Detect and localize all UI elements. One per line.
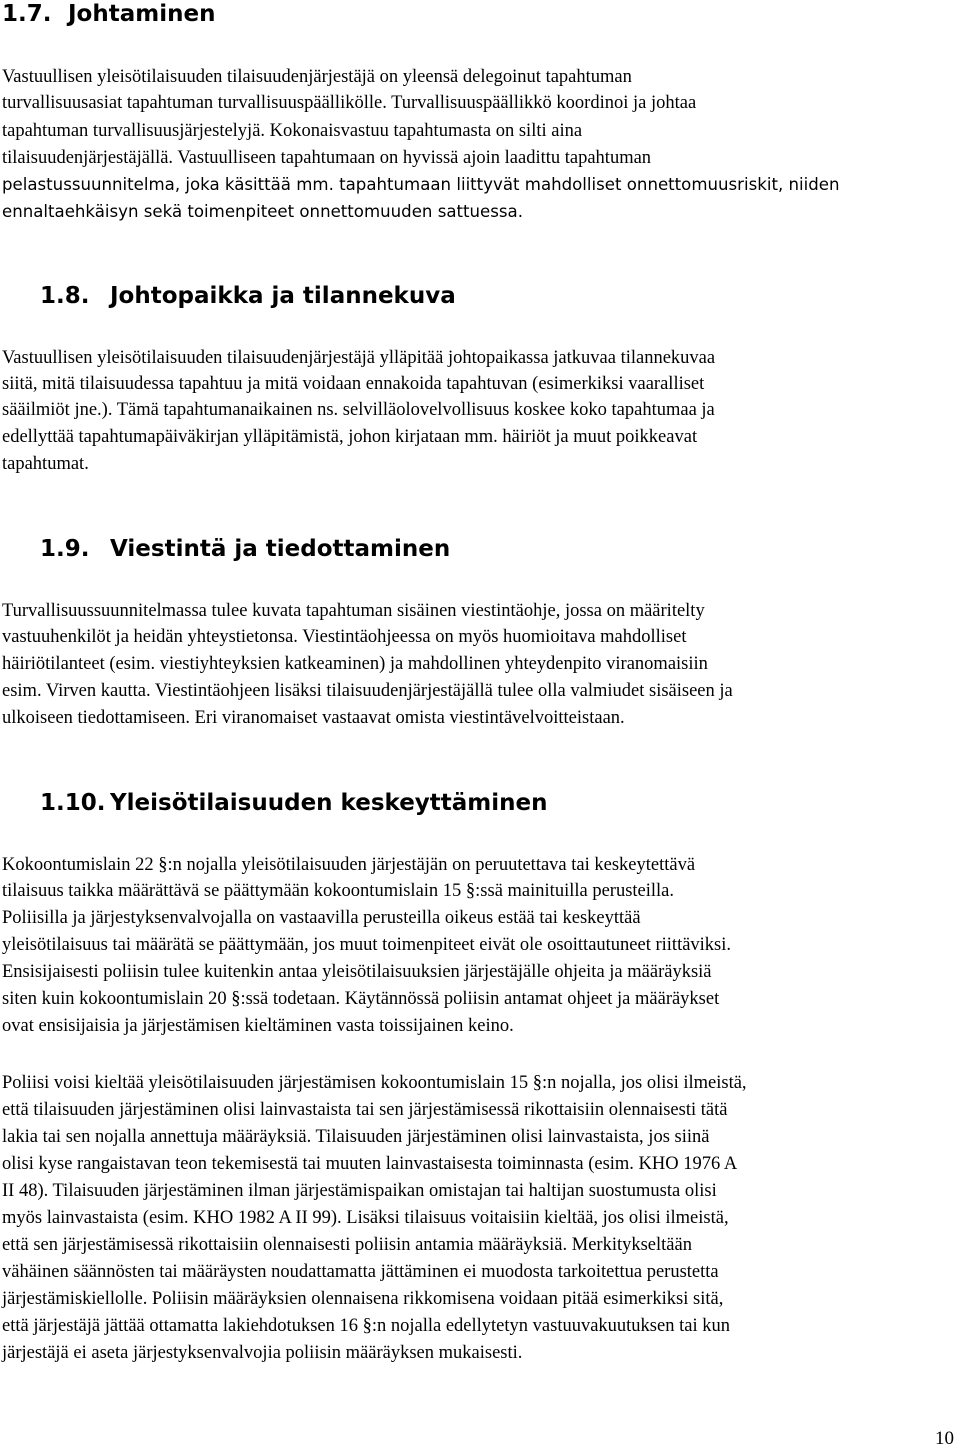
paragraph-line: ulkoiseen tiedottamiseen. Eri viranomaiset vastaavat omista viestintävelvoitteistaan. (2, 708, 625, 728)
paragraph-line: että tilaisuuden järjestäminen olisi lainvastaista tai sen järjestämisessä rikottaisiin olennaisesti tätä (2, 1100, 728, 1120)
section-heading (40, 282, 456, 310)
section-heading (40, 535, 450, 563)
section-heading (40, 789, 548, 817)
paragraph-line: sääilmiöt jne.). Tämä tapahtumanaikainen ns. selvilläolovelvollisuus koskee koko tapahtumaa ja (2, 400, 715, 420)
paragraph-line: ovat ensisijaisia ja järjestämisen kieltäminen vasta toissijainen keino. (2, 1016, 514, 1036)
section-title: Viestintä ja tiedottaminen (110, 536, 451, 562)
section-number: 1.9. (40, 536, 90, 562)
section-heading (2, 0, 215, 28)
paragraph-line: Poliisi voisi kieltää yleisötilaisuuden järjestämisen kokoontumislain 15 §:n nojalla, jos olisi ilmeistä, (2, 1073, 747, 1093)
paragraph-line: II 48). Tilaisuuden järjestäminen ilman järjestämispaikan omistajan tai haltijan suostumusta olisi (2, 1181, 717, 1201)
paragraph-line: vastuuhenkilöt ja heidän yhteystietonsa. Viestintäohjeessa on myös huomioitava mahdolliset (2, 627, 687, 647)
paragraph-line: että järjestäjä jättää ottamatta lakiehdotuksen 16 §:n nojalla edellytetyn vastuuvakuutuksen tai kun (2, 1316, 730, 1336)
paragraph-line: vähäinen säännösten tai määräysten noudattamatta jättäminen ei muodosta tarkoitettua perustetta (2, 1262, 719, 1282)
paragraph-line: myös lainvastaista (esim. KHO 1982 A II 99). Lisäksi tilaisuus voitaisiin kieltää, jos olisi ilmeistä, (2, 1208, 729, 1228)
section-title: Yleisötilaisuuden keskeyttäminen (110, 790, 548, 816)
paragraph-line: esim. Virven kautta. Viestintäohjeen lisäksi tilaisuudenjärjestäjällä tulee olla valmiudet sisäiseen ja (2, 681, 733, 701)
paragraph-line: turvallisuusasiat tapahtuman turvallisuuspäällikölle. Turvallisuuspäällikkö koordinoi ja johtaa (2, 93, 697, 113)
page-number: 10 (935, 1428, 954, 1449)
paragraph-line: järjestäjä ei aseta järjestyksenvalvojia poliisin määräyksen mukaisesti. (2, 1343, 523, 1363)
paragraph-line: että sen järjestämisessä rikottaisiin olennaisesti poliisin antamia määräyksiä. Merkitykseltään (2, 1235, 692, 1255)
paragraph-line: ennaltaehkäisyn sekä toimenpiteet onnettomuuden sattuessa. (2, 202, 523, 221)
paragraph-line: tilaisuus taikka määrättävä se päättymään kokoontumislain 15 §:ssä mainituilla perusteilla. (2, 881, 674, 901)
paragraph-line: Kokoontumislain 22 §:n nojalla yleisötilaisuuden järjestäjän on peruutettava tai keskeytettävä (2, 855, 696, 875)
section-number: 1.8. (40, 283, 90, 309)
paragraph-line: järjestämiskiellolle. Poliisin määräyksien olennaisena rikkomisena voidaan pitää esimerkiksi sitä, (2, 1289, 724, 1309)
section-title: Johtopaikka ja tilannekuva (110, 283, 456, 309)
paragraph-line: Vastuullisen yleisötilaisuuden tilaisuudenjärjestäjä ylläpitää johtopaikassa jatkuvaa tilannekuvaa (2, 348, 716, 368)
paragraph-line: siitä, mitä tilaisuudessa tapahtuu ja mitä voidaan ennakoida tapahtuvan (esimerkiksi vaaralliset (2, 374, 705, 394)
paragraph-line: Turvallisuussuunnitelmassa tulee kuvata tapahtuman sisäinen viestintäohje, jossa on määritelty (2, 601, 705, 621)
paragraph-line: edellyttää tapahtumapäiväkirjan ylläpitämistä, johon kirjataan mm. häiriöt ja muut poikkeavat (2, 427, 698, 447)
paragraph-line: siten kuin kokoontumislain 20 §:ssä todetaan. Käytännössä poliisin antamat ohjeet ja määräykset (2, 989, 720, 1009)
paragraph-line: Ensisijaisesti poliisin tulee kuitenkin antaa yleisötilaisuuksien järjestäjälle ohjeita ja määräyksiä (2, 962, 712, 982)
paragraph-line: häiriötilanteet (esim. viestiyhteyksien katkeaminen) ja mahdollinen yhteydenpito viranomaisiin (2, 654, 708, 674)
paragraph-line: pelastussuunnitelma, joka käsittää mm. tapahtumaan liittyvät mahdolliset onnettomuusriskit, niiden (2, 175, 840, 194)
paragraph-line: tilaisuudenjärjestäjällä. Vastuulliseen tapahtumaan on hyvissä ajoin laadittu tapahtuman (2, 148, 652, 168)
paragraph-line: Poliisilla ja järjestyksenvalvojalla on vastaavilla perusteilla oikeus estää tai keskeyttää (2, 908, 641, 928)
paragraph-line: Vastuullisen yleisötilaisuuden tilaisuudenjärjestäjä on yleensä delegoinut tapahtuman (2, 67, 632, 87)
paragraph-line: tapahtuman turvallisuusjärjestelyjä. Kokonaisvastuu tapahtumasta on silti aina (2, 121, 583, 141)
section-number: 1.7. (2, 1, 52, 27)
section-number: 1.10. (40, 790, 106, 816)
paragraph-line: olisi kyse rangaistavan teon tekemisestä tai muuten lainvastaisesta toiminnasta (esim. KHO 1976 A (2, 1154, 738, 1174)
paragraph-line: lakia tai sen nojalla annettuja määräyksiä. Tilaisuuden järjestäminen olisi lainvastaista, jos siinä (2, 1127, 710, 1147)
paragraph-line: tapahtumat. (2, 454, 89, 474)
section-title: Johtaminen (68, 1, 216, 27)
paragraph-line: yleisötilaisuus tai määrätä se päättymään, jos muut toimenpiteet eivät ole osoittautuneet riittäviksi. (2, 935, 732, 955)
